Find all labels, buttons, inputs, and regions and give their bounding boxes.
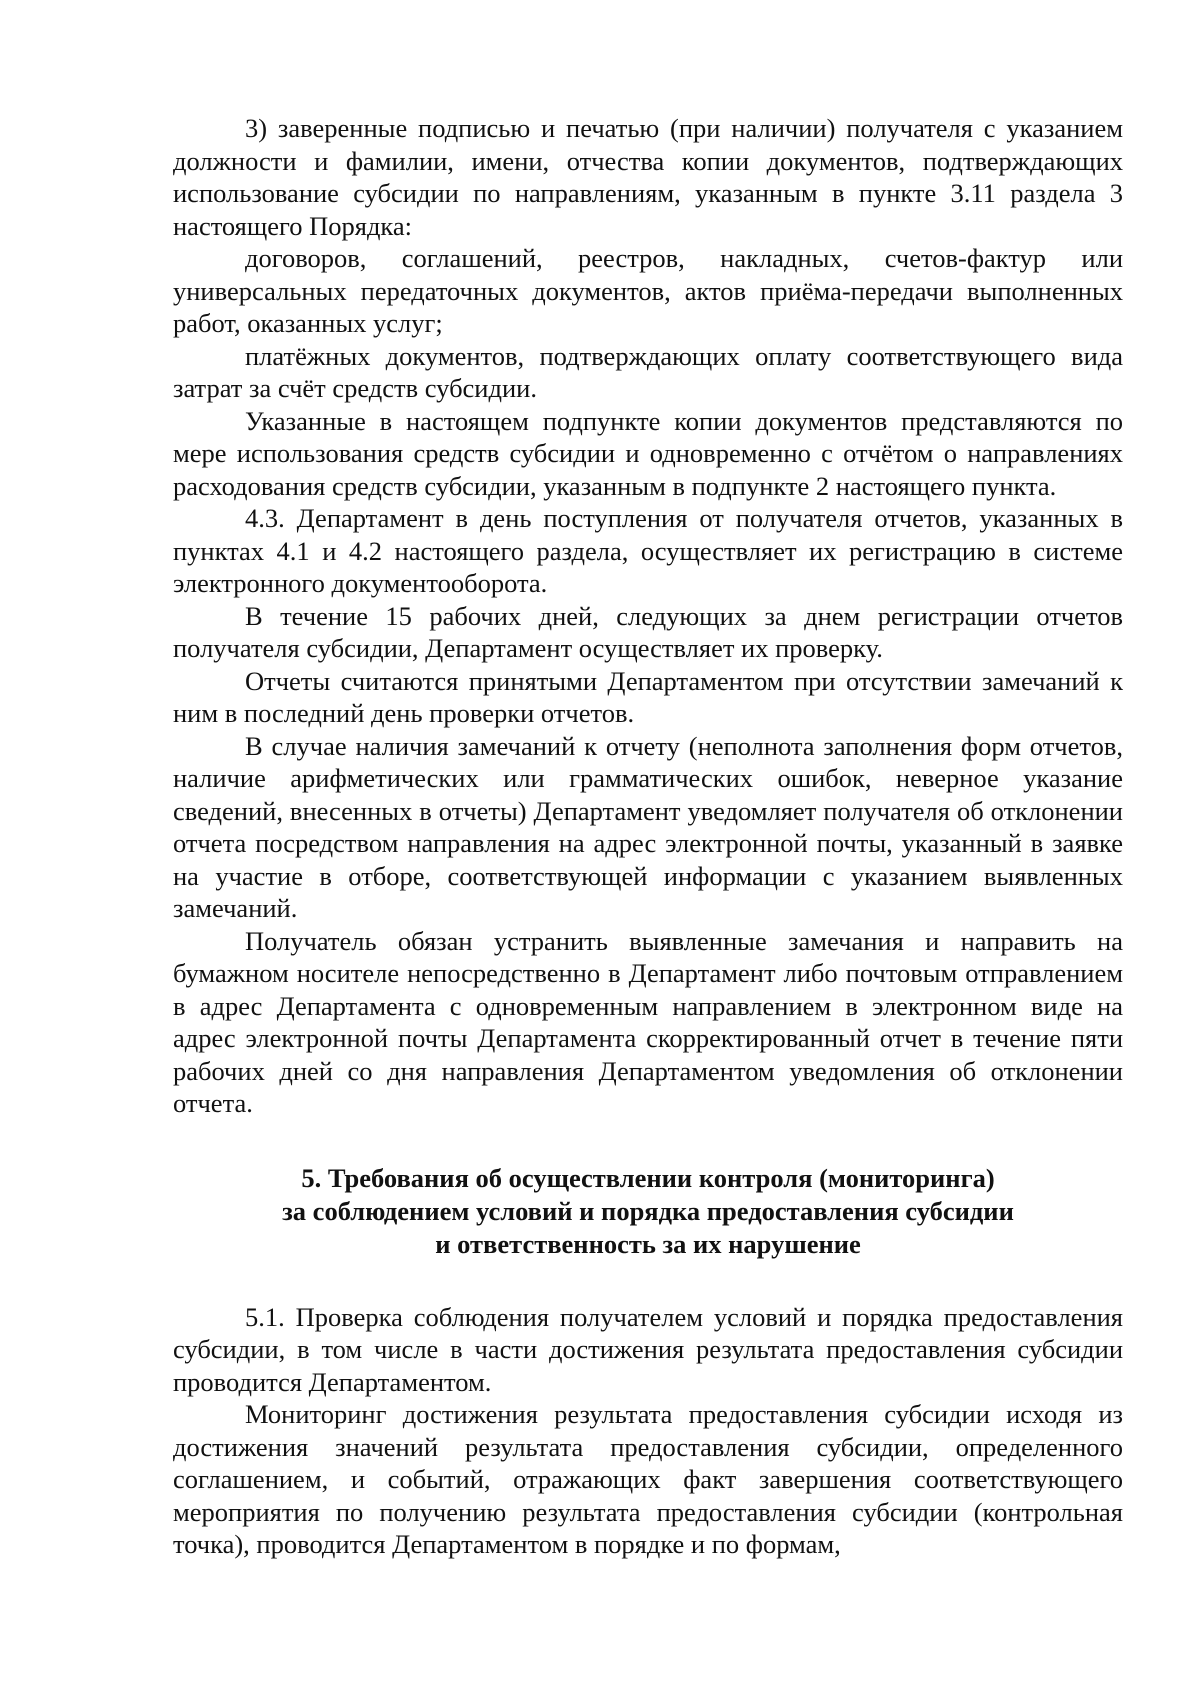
paragraph-monitoring: Мониторинг достижения результата предоставления субсидии исходя из достижения значений результата предоставления субсидии, определенного соглашением, и событий, отражающих факт завершения соответствующего мероприятия по получению результата предоставления субсидии (контрольная точка), проводится Департаментом в порядке и по формам, [173, 1399, 1123, 1559]
section-heading-line-1: 5. Требования об осуществлении контроля (мониторинга) [301, 1162, 995, 1193]
paragraph-5-1-check: 5.1. Проверка соблюдения получателем условий и порядка предоставления субсидии, в том числе в части достижения результата предоставления субсидии проводится Департаментом. [173, 1301, 1123, 1397]
paragraph-remarks-notice: В случае наличия замечаний к отчету (неполнота заполнения форм отчетов, наличие арифметических или грамматических ошибок, неверное указание сведений, внесенных в отчеты) Департамент уведомляет получателя об отклонении отчета посредством направления на адрес электронной почты, указанный в заявке на участие в отборе, соответствующей информации с указанием выявленных замечаний. [173, 730, 1123, 923]
section-heading-line-3: и ответственность за их нарушение [435, 1228, 861, 1259]
section-5-heading [173, 1162, 1123, 1261]
paragraph-item-3-copies: 3) заверенные подписью и печатью (при наличии) получателя с указанием должности и фамилии, имени, отчества копии документов, подтверждающих использование субсидии по направлениям, указанным в пункте 3.11 раздела 3 настоящего Порядка: [173, 113, 1123, 241]
paragraph-4-3-registration: 4.3. Департамент в день поступления от получателя отчетов, указанных в пунктах 4.1 и 4.2 настоящего раздела, осуществляет их регистрацию в системе электронного документооборота. [173, 503, 1123, 598]
paragraph-payment-documents: платёжных документов, подтверждающих оплату соответствующего вида затрат за счёт средств субсидии. [173, 340, 1123, 403]
paragraph-contracts-list: договоров, соглашений, реестров, накладных, счетов-фактур или универсальных передаточных документов, актов приёма-передачи выполненных работ, оказанных услуг; [173, 243, 1123, 338]
paragraph-copies-submission: Указанные в настоящем подпункте копии документов представляются по мере использования средств субсидии и одновременно с отчётом о направлениях расходования средств субсидии, указанным в подпункте 2 настоящего пункта. [173, 405, 1123, 501]
paragraph-review-period: В течение 15 рабочих дней, следующих за днем регистрации отчетов получателя субсидии, Департамент осуществляет их проверку. [173, 600, 1123, 663]
paragraph-correction-duty: Получатель обязан устранить выявленные замечания и направить на бумажном носителе непосредственно в Департамент либо почтовым отправлением в адрес Департамента с одновременным направлением в электронном виде на адрес электронной почты Департамента скорректированный отчет в течение пяти рабочих дней со дня направления Департаментом уведомления об отклонении отчета. [173, 925, 1123, 1118]
section-heading-line-2: за соблюдением условий и порядка предоставления субсидии [282, 1195, 1014, 1226]
paragraph-reports-accepted: Отчеты считаются принятыми Департаментом при отсутствии замечаний к ним в последний день проверки отчетов. [173, 665, 1123, 728]
document-page [173, 112, 1123, 1561]
